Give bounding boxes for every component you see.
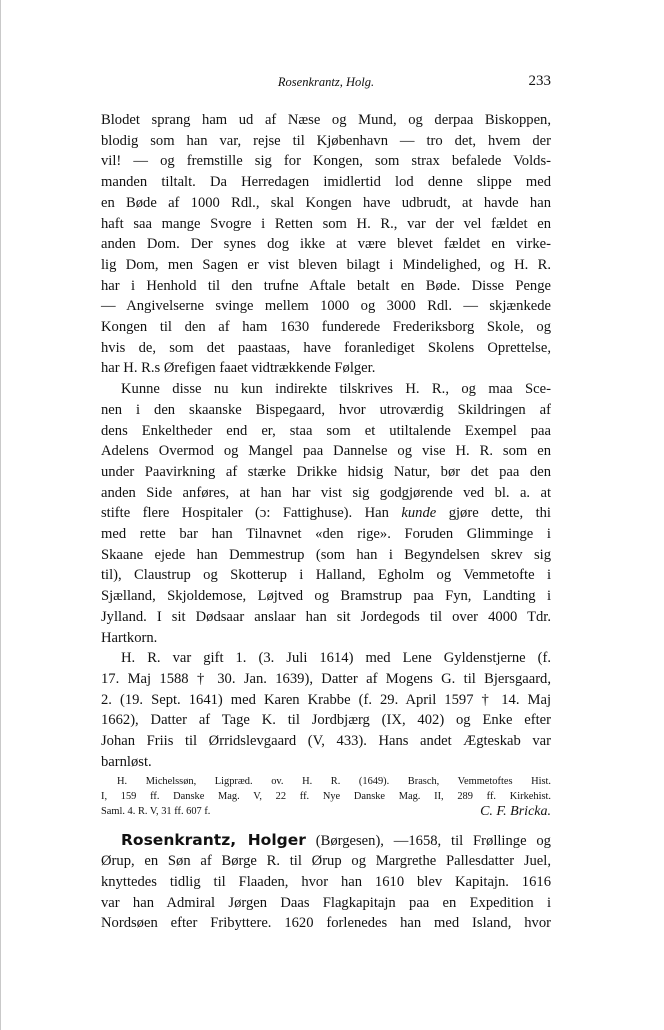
text-line: en Bøde af 1000 Rdl., skal Kongen have udbrudt, at havde han <box>101 194 551 211</box>
text-line: Skaane ejede han Demmestrup (som han i Begyndelsen skrev sig <box>101 546 551 563</box>
body-text <box>101 110 551 934</box>
text-line: manden tiltalt. Da Herredagen imidlertid lod denne slippe med <box>101 174 551 191</box>
text-line: Ørup, en Søn af Børge R. til Ørup og Margrethe Pallesdatter Juel, <box>101 853 551 870</box>
entry-headword: Rosenkrantz, Holger <box>121 830 306 849</box>
text-segment: (Børgesen), —1658, til Frøllinge og <box>305 832 551 849</box>
text-line: barnløst. <box>101 753 152 770</box>
text-line: 1662), Datter af Tage K. til Jordbjærg (IX, 402) og Enke efter <box>101 712 551 729</box>
text-line: var han Admiral Jørgen Daas Flagkapitajn paa en Expedition i <box>101 894 551 911</box>
text-line: Kunne disse nu kun indirekte tilskrives H. R., og maa Sce- <box>121 381 551 398</box>
text-line: lig Dom, men Sagen er vist bleven bilagt i Mindelighed, og H. R. <box>101 256 551 273</box>
text-line: har i Henhold til den trufne Aftale betalt en Bøde. Disse Penge <box>101 277 551 294</box>
text-line: nen i den skaanske Bispegaard, hvor utroværdig Skildringen af <box>101 401 551 418</box>
references <box>101 774 551 819</box>
running-head: Rosenkrantz, Holg. <box>277 75 375 89</box>
text-segment: gjøre dette, thi <box>436 505 551 522</box>
entry-first-line <box>101 830 551 852</box>
author-signature: C. F. Bricka. <box>480 803 551 819</box>
page-header <box>101 73 551 95</box>
text-line: har H. R.s Ørefigen faaet vidtrækkende Følger. <box>101 360 376 377</box>
text-line: knyttedes tidlig til Flaaden, hvor han 1610 blev Kapitajn. 1616 <box>101 873 551 890</box>
text-line: med rette bar han Tilnavnet «den rige». Foruden Glimminge i <box>101 526 551 543</box>
emphasized-word: kunde <box>401 505 437 522</box>
entry-2 <box>101 830 551 935</box>
text-line: under Paavirkning af stærke Drikke hidsig Natur, bør det paa den <box>101 463 551 480</box>
text-line: Sjælland, Skjoldemose, Løjtved og Bramstrup paa Fyn, Landting i <box>101 588 551 605</box>
text-line: Blodet sprang ham ud af Næse og Mund, og derpaa Biskoppen, <box>101 112 551 128</box>
text-line: dens Enkeltheder end er, staa som et utiltalende Exempel paa <box>101 422 551 439</box>
text-line: Adelens Overmod og Mangel paa Dannelse og vise H. R. som en <box>101 443 551 460</box>
text-line: haft saa mange Svogre i Retten som H. R., var der vel fældet en <box>101 215 551 232</box>
text-line: vil! — og fremstille sig for Kongen, som strax befalede Volds- <box>101 153 551 170</box>
text-line-with-emphasis <box>101 503 551 524</box>
text-line: anden Side anføres, at han har vist sig godgjørende ved bl. a. at <box>101 484 551 501</box>
paragraph-2 <box>101 379 551 648</box>
text-line: til), Claustrup og Skotterup i Halland, Egholm og Vemmetofte i <box>101 567 551 584</box>
reference-line: Saml. 4. R. V, 31 ff. 607 f. <box>101 805 211 817</box>
text-line: Johan Friis til Ørridslevgaard (V, 433). Hans andet Ægteskab var <box>101 733 551 750</box>
text-line: H. R. var gift 1. (3. Juli 1614) med Lene Gyldenstjerne (f. <box>121 650 551 667</box>
text-line: Kongen til den af ham 1630 funderede Frederiksborg Skole, og <box>101 319 551 336</box>
text-segment: stifte flere Hospitaler (ɔ: Fattighuse). Han <box>101 505 402 522</box>
text-line: blodig som han var, rejse til Kjøbenhavn — tro det, hvem der <box>101 132 551 149</box>
paragraph-3 <box>101 648 551 772</box>
page-number: 233 <box>528 73 551 89</box>
reference-line: I, 159 ff. Danske Mag. V, 22 ff. Nye Danske Mag. II, 289 ff. Kirkehist. <box>101 790 551 802</box>
paragraph-1 <box>101 110 551 379</box>
text-line: hvis de, som det paastaas, have foranlediget Skolens Oprettelse, <box>101 339 551 356</box>
text-line: — Angivelserne svinge mellem 1000 og 3000 Rdl. — skjænkede <box>101 298 551 315</box>
text-line: 17. Maj 1588 † 30. Jan. 1639), Datter af Mogens G. til Bjersgaard, <box>101 670 551 687</box>
text-line: Hartkorn. <box>101 629 158 646</box>
text-line: Nordsøen efter Fribyttere. 1620 forlenedes han med Island, hvor <box>101 915 551 932</box>
text-line: 2. (19. Sept. 1641) med Karen Krabbe (f. 29. April 1597 † 14. Maj <box>101 691 551 708</box>
entry-spacer <box>101 819 551 830</box>
reference-line: H. Michelssøn, Ligpræd. ov. H. R. (1649). Brasch, Vemmetoftes Hist. <box>117 775 551 787</box>
text-line: anden Dom. Der synes dog ikke at være blevet fældet en virke- <box>101 236 551 253</box>
text-line: Jylland. I sit Dødsaar anslaar han sit Jordegods til over 4000 Tdr. <box>101 608 551 625</box>
reference-signature-row <box>101 804 551 819</box>
